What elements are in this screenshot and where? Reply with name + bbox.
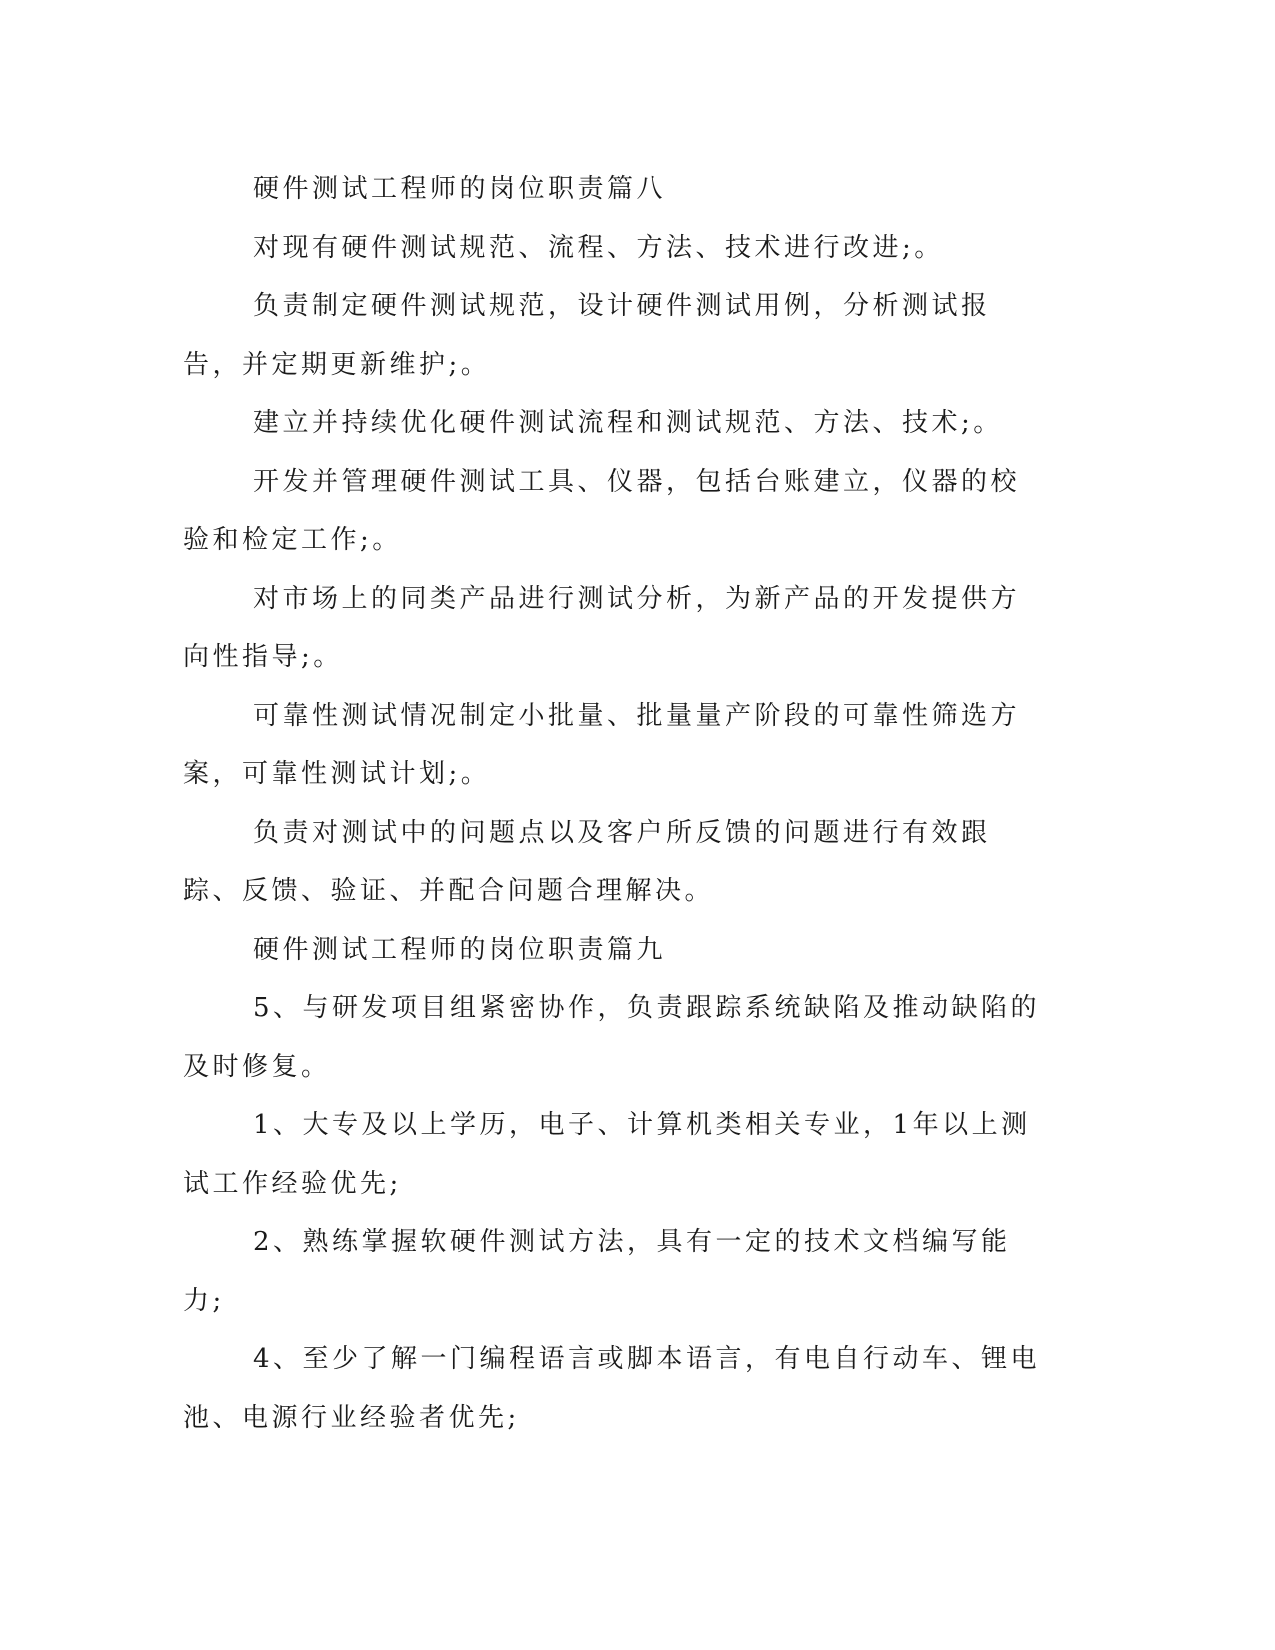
paragraph: 1、大专及以上学历，电子、计算机类相关专业，1年以上测试工作经验优先;	[183, 1110, 1031, 1199]
document-body	[183, 160, 1043, 1447]
paragraph: 4、至少了解一门编程语言或脚本语言，有电自行动车、锂电池、电源行业经验者优先;	[183, 1344, 1041, 1433]
paragraph: 负责制定硬件测试规范，设计硬件测试用例，分析测试报告，并定期更新维护;。	[183, 291, 991, 380]
paragraph: 5、与研发项目组紧密协作，负责跟踪系统缺陷及推动缺陷的及时修复。	[183, 993, 1041, 1082]
paragraph: 2、熟练掌握软硬件测试方法，具有一定的技术文档编写能力;	[183, 1227, 1011, 1316]
section-heading-9: 硬件测试工程师的岗位职责篇九	[253, 934, 667, 965]
paragraph: 开发并管理硬件测试工具、仪器，包括台账建立，仪器的校验和检定工作;。	[183, 466, 1021, 555]
paragraph: 负责对测试中的问题点以及客户所反馈的问题进行有效跟踪、反馈、验证、并配合问题合理解决。	[183, 817, 991, 906]
paragraph: 建立并持续优化硬件测试流程和测试规范、方法、技术;。	[253, 408, 1003, 438]
section-heading-8: 硬件测试工程师的岗位职责篇八	[253, 174, 667, 204]
paragraph: 对现有硬件测试规范、流程、方法、技术进行改进;。	[253, 232, 944, 263]
paragraph: 对市场上的同类产品进行测试分析，为新产品的开发提供方向性指导;。	[183, 583, 1021, 672]
paragraph: 可靠性测试情况制定小批量、批量量产阶段的可靠性筛选方案，可靠性测试计划;。	[183, 700, 1021, 789]
